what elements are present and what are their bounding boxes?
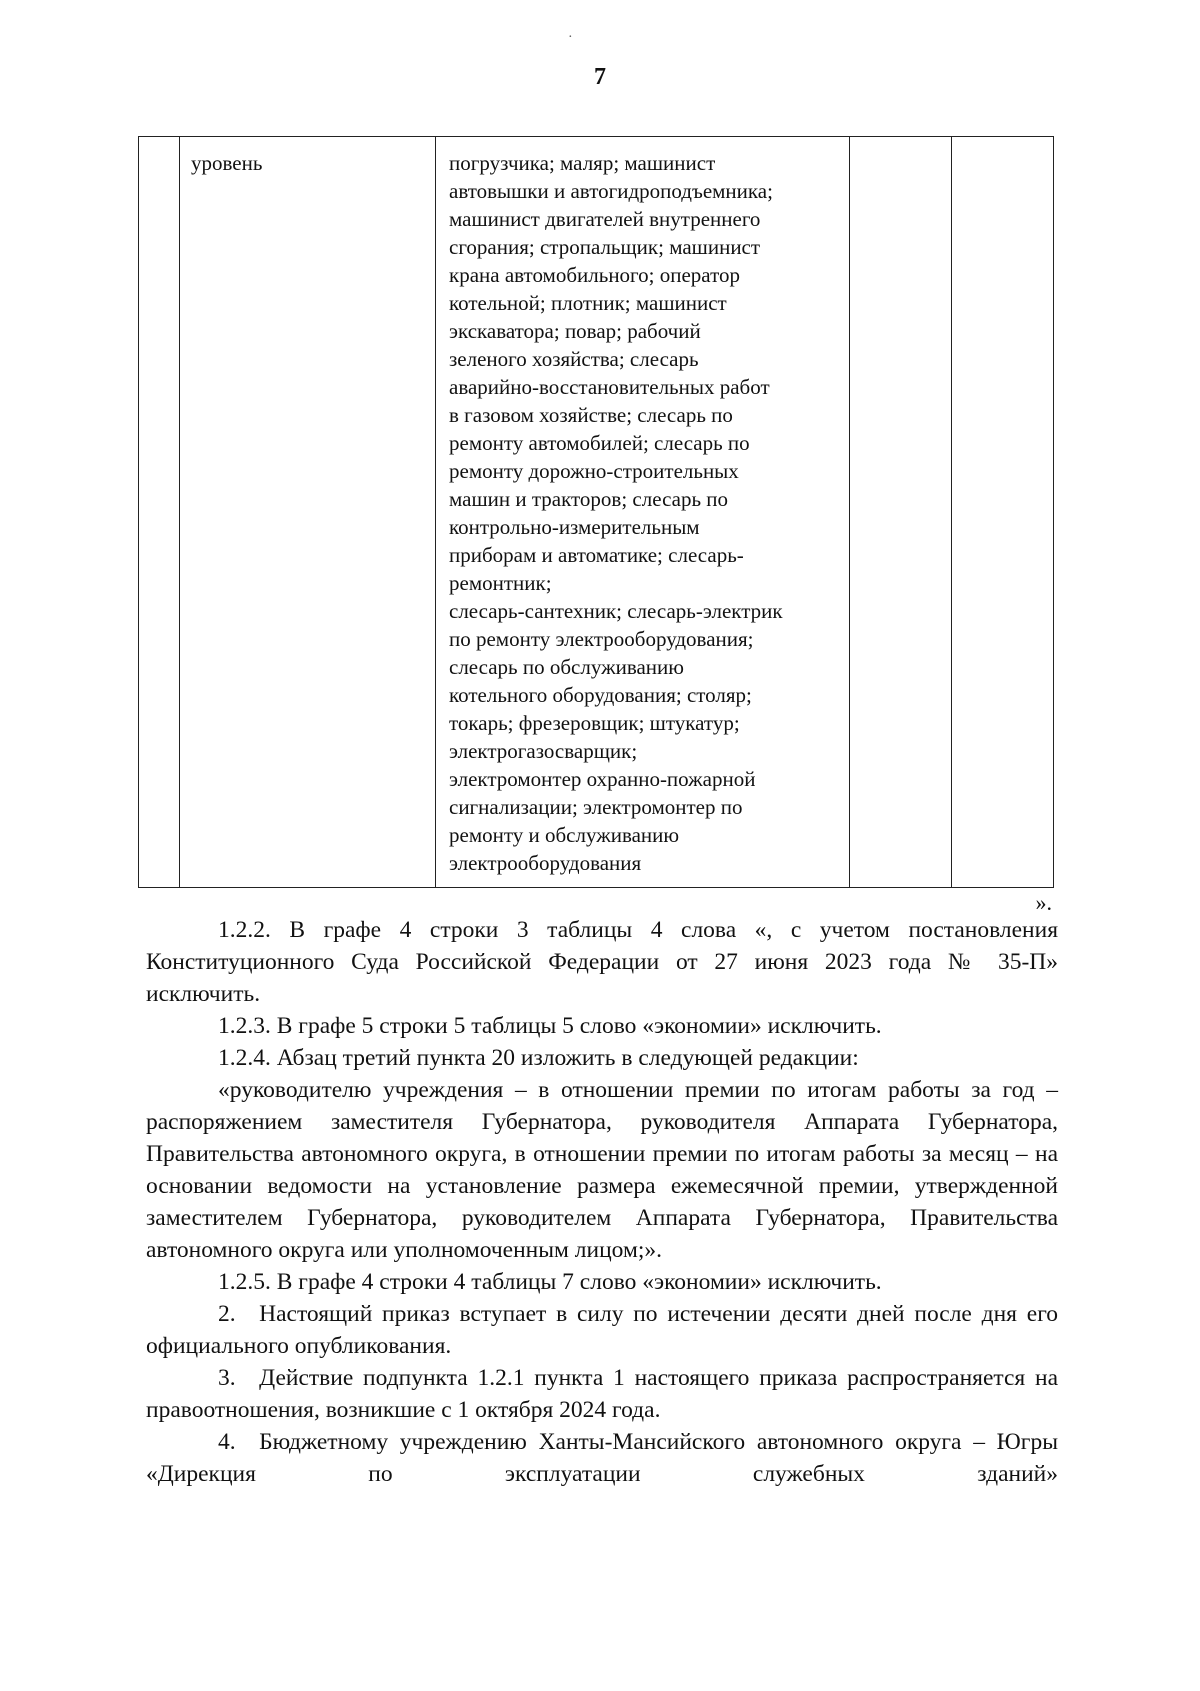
table-column-divider xyxy=(849,137,850,887)
paragraph-3: 3. Действие подпункта 1.2.1 пункта 1 настоящего приказа распространяется на правоотношения, возникшие с 1 октября 2024 года. xyxy=(146,1365,1058,1423)
paragraph-4: 4. Бюджетному учреждению Ханты-Мансийского автономного округа – Югры «Дирекция по эксплуатации служебных зданий» xyxy=(146,1429,1058,1487)
table-column-divider xyxy=(951,137,952,887)
scan-speck: · xyxy=(568,30,573,45)
continuation-table xyxy=(138,136,1054,888)
paragraph-1-2-4: 1.2.4. Абзац третий пункта 20 изложить в следующей редакции: xyxy=(218,1045,859,1071)
table-cell-professions: погрузчика; маляр; машинист автовышки и автогидроподъемника; машинист двигателей внутреннего сгорания; стропальщик; машинист крана автомобильного; оператор котельной; плотник; машинист экскаватора; повар; рабочий зеленого хозяйства; слесарь аварийно-восстановительных работ в газовом хозяйстве; слесарь по ремонту автомобилей; слесарь по ремонту дорожно-строительных машин и тракторов; слесарь по контрольно-измерительным приборам и автоматике; слесарь- ремонтник; слесарь-сантехник; слесарь-электрик по ремонту электрооборудования; слесарь по обслуживанию котельного оборудования; столяр; токарь; фрезеровщик; штукатур; электрогазосварщик; электромонтер охранно-пожарной сигнализации; электромонтер по ремонту и обслуживанию электрооборудования xyxy=(449,151,783,875)
closing-quote: ». xyxy=(1035,890,1052,915)
paragraph-1-2-3: 1.2.3. В графе 5 строки 5 таблицы 5 слово «экономии» исключить. xyxy=(218,1013,882,1039)
table-column-divider xyxy=(435,137,436,887)
body-text xyxy=(146,914,1058,1490)
paragraph-1-2-5: 1.2.5. В графе 4 строки 4 таблицы 7 слово «экономии» исключить. xyxy=(218,1269,882,1295)
paragraph-1-2-2: 1.2.2. В графе 4 строки 3 таблицы 4 слова «, с учетом постановления Конституционного Суда Российской Федерации от 27 июня 2023 года № 35-П» исключить. xyxy=(146,917,1058,1007)
page-number: 7 xyxy=(594,64,606,90)
paragraph-2: 2. Настоящий приказ вступает в силу по истечении десяти дней после дня его официального опубликования. xyxy=(146,1301,1058,1359)
table-column-divider xyxy=(179,137,180,887)
table-cell-level: уровень xyxy=(191,151,263,175)
paragraph-quoted-amendment: «руководителю учреждения – в отношении премии по итогам работы за год – распоряжением заместителя Губернатора, руководителя Аппарата Губернатора, Правительства автономного округа, в отношении премии по итогам работы за месяц – на основании ведомости на установление размера ежемесячной премии, утвержденной заместителем Губернатора, руководителем Аппарата Губернатора, Правительства автономного округа или уполномоченным лицом;». xyxy=(146,1077,1058,1263)
